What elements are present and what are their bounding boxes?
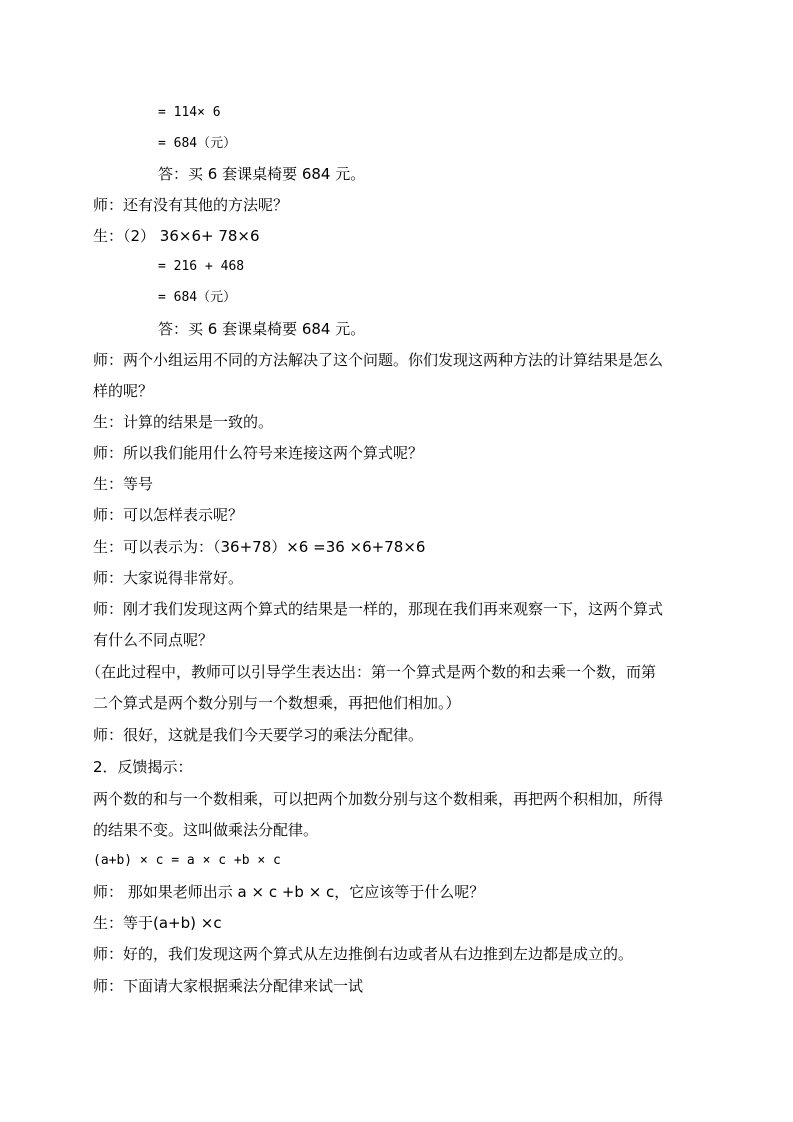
- teacher-line-observe-1: 师：刚才我们发现这两个算式的结果是一样的，那现在我们再来观察一下，这两个算式: [93, 600, 664, 618]
- answer-line-2: 答：买 6 套课桌椅要 684 元。: [158, 320, 366, 338]
- calc-line-result-1: = 684（元）: [158, 136, 237, 151]
- student-line-expression: 生：可以表示为：（36+78）×6 =36 ×6+78×6: [93, 538, 426, 556]
- teacher-line-distributive-law: 师：很好，这就是我们今天要学习的乘法分配律。: [93, 726, 424, 744]
- teacher-line-reverse-question: 师： 那如果老师出示 a × c +b × c，它应该等于什么呢？: [93, 883, 485, 901]
- calc-line-216-468: = 216 + 468: [158, 259, 245, 274]
- definition-line-2: 的结果不变。这叫做乘法分配律。: [93, 821, 319, 839]
- teacher-line-observe-2: 有什么不同点呢？: [93, 631, 214, 649]
- teacher-line-other-method: 师：还有没有其他的方法呢？: [93, 196, 289, 214]
- answer-line-1: 答：买 6 套课桌椅要 684 元。: [158, 165, 366, 183]
- student-line-method-2: 生：（2） 36×6+ 78×6: [93, 227, 260, 245]
- teacher-line-how-express: 师：可以怎样表示呢？: [93, 506, 244, 524]
- student-line-equal-sign: 生：等号: [93, 475, 154, 493]
- student-line-reverse-answer: 生：等于(a+b) ×c: [93, 914, 222, 932]
- definition-line-1: 两个数的和与一个数相乘，可以把两个加数分别与这个数相乘，再把两个积相加，所得: [93, 790, 664, 808]
- note-line-2: 二个算式是两个数分别与一个数想乘，再把他们相加。）: [93, 694, 461, 712]
- teacher-line-connect-symbol: 师：所以我们能用什么符号来连接这两个算式呢？: [93, 444, 424, 462]
- note-line-1: （在此过程中，教师可以引导学生表达出：第一个算式是两个数的和去乘一个数，而第: [86, 663, 657, 681]
- teacher-line-try-it: 师：下面请大家根据乘法分配律来试一试: [93, 977, 364, 995]
- teacher-line-compare-1: 师：两个小组运用不同的方法解决了这个问题。你们发现这两种方法的计算结果是怎么: [93, 351, 664, 369]
- teacher-line-compare-2: 样的呢？: [93, 382, 154, 400]
- calc-line-result-2: = 684（元）: [158, 290, 237, 305]
- teacher-line-praise: 师：大家说得非常好。: [93, 569, 244, 587]
- student-line-same-result: 生：计算的结果是一致的。: [93, 413, 274, 431]
- section-heading-feedback: 2．反馈揭示：: [93, 758, 193, 776]
- calc-line-114x6: = 114× 6: [158, 105, 221, 120]
- teacher-line-both-directions: 师：好的，我们发现这两个算式从左边推倒右边或者从右边推到左边都是成立的。: [93, 945, 634, 963]
- formula-distributive-law: (a+b) × c = a × c +b × c: [93, 853, 281, 868]
